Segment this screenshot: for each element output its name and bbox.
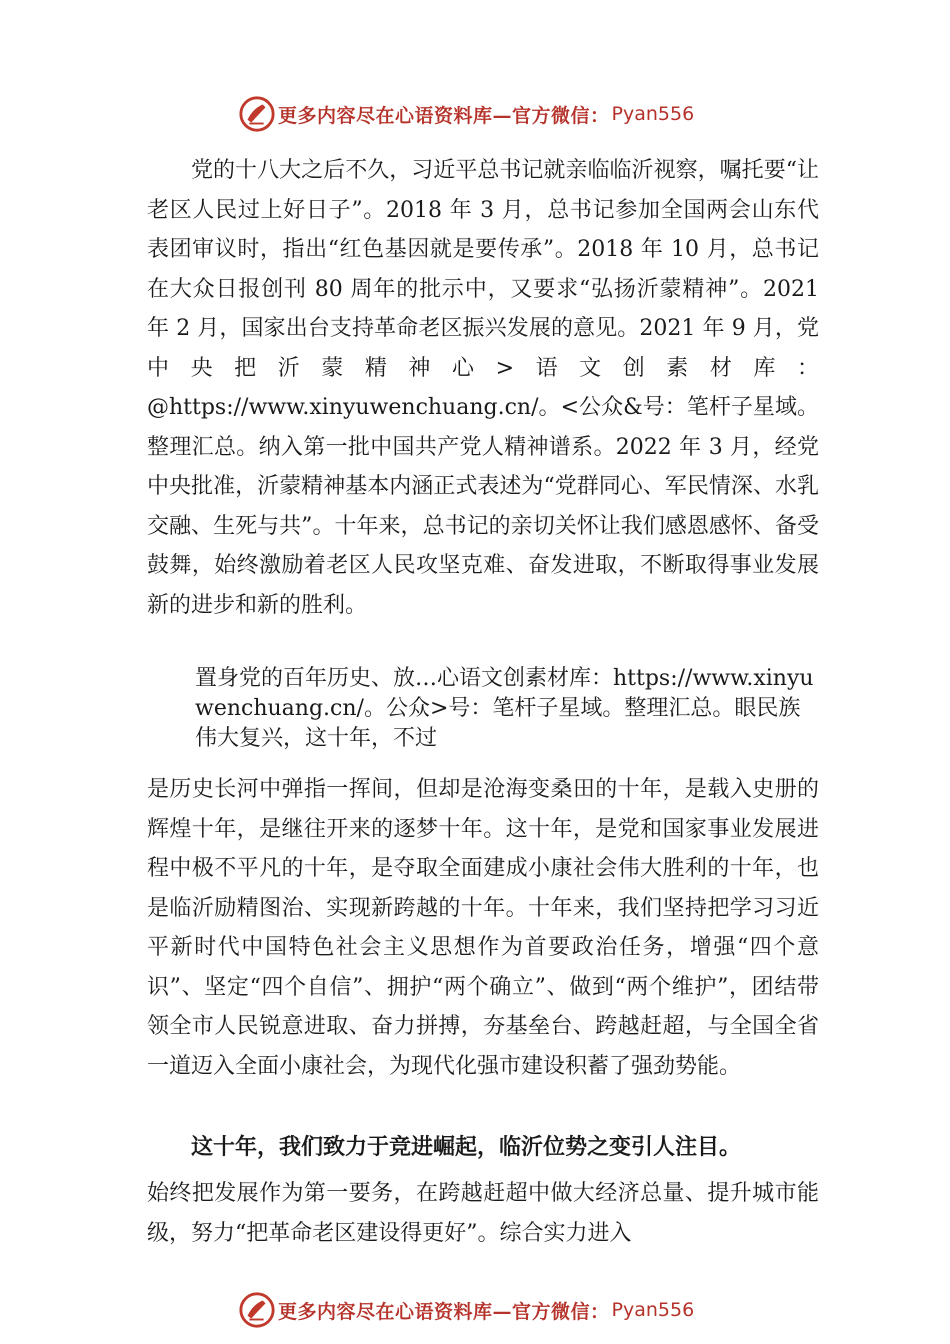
paragraph-2-text: 置身党的百年历史、放…心语文创素材库：https://www.xinyuwenchuang.cn/。公众>号：笔杆子星域。整理汇总。眼民族伟大复兴，这十年，不过	[195, 666, 814, 751]
paragraph-5-text: 始终把发展作为第一要务，在跨越赶超中做大经济总量、提升城市能级，努力“把革命老区建设得更好”。综合实力进入	[147, 1181, 819, 1246]
paragraph-4-heading	[147, 1128, 819, 1168]
writing-hand-logo-icon	[238, 1291, 276, 1329]
header-banner	[238, 94, 758, 134]
banner-wechat-id: Pyan556	[611, 103, 695, 125]
writing-hand-logo-icon	[238, 95, 276, 133]
banner-text: 更多内容尽在心语资料库—官方微信：	[278, 1300, 610, 1323]
paragraph-5	[147, 1174, 819, 1253]
paragraph-2	[195, 664, 821, 754]
paragraph-1	[147, 151, 819, 625]
paragraph-3	[147, 770, 819, 1086]
banner-wechat-id: Pyan556	[611, 1299, 695, 1321]
banner-text: 更多内容尽在心语资料库—官方微信：	[278, 104, 610, 127]
footer-banner	[238, 1290, 758, 1330]
paragraph-1-text: 党的十八大之后不久，习近平总书记就亲临临沂视察，嘱托要“让老区人民过上好日子”。2018 年 3 月，总书记参加全国两会山东代表团审议时，指出“红色基因就是要传承”。2018 年 10 月，总书记在大众日报创刊 80 周年的批示中，又要求“弘扬沂蒙精神”。2021 年 2 月，国家出台支持革命老区振兴发展的意见。2021 年 9 月，党中央把沂蒙精神心>语文创素材库：@https://www.xinyuwenchuang.cn/。<公众&号：笔杆子星域。整理汇总。纳入第一批中国共产党人精神谱系。2022 年 3 月，经党中央批准，沂蒙精神基本内涵正式表述为“党群同心、军民情深、水乳交融、生死与共”。十年来，总书记的亲切关怀让我们感恩感怀、备受鼓舞，始终激励着老区人民攻坚克难、奋发进取，不断取得事业发展新的进步和新的胜利。	[147, 158, 819, 618]
paragraph-4-text: 这十年，我们致力于竞进崛起，临沂位势之变引人注目。	[191, 1134, 742, 1160]
paragraph-3-text: 是历史长河中弹指一挥间，但却是沧海变桑田的十年，是载入史册的辉煌十年，是继往开来的逐梦十年。这十年，是党和国家事业发展进程中极不平凡的十年，是夺取全面建成小康社会伟大胜利的十年，也是临沂励精图治、实现新跨越的十年。十年来，我们坚持把学习习近平新时代中国特色社会主义思想作为首要政治任务，增强“四个意识”、坚定“四个自信”、拥护“两个确立”、做到“两个维护”，团结带领全市人民锐意进取、奋力拼搏，夯基垒台、跨越赶超，与全国全省一道迈入全面小康社会，为现代化强市建设积蓄了强劲势能。	[147, 777, 819, 1079]
